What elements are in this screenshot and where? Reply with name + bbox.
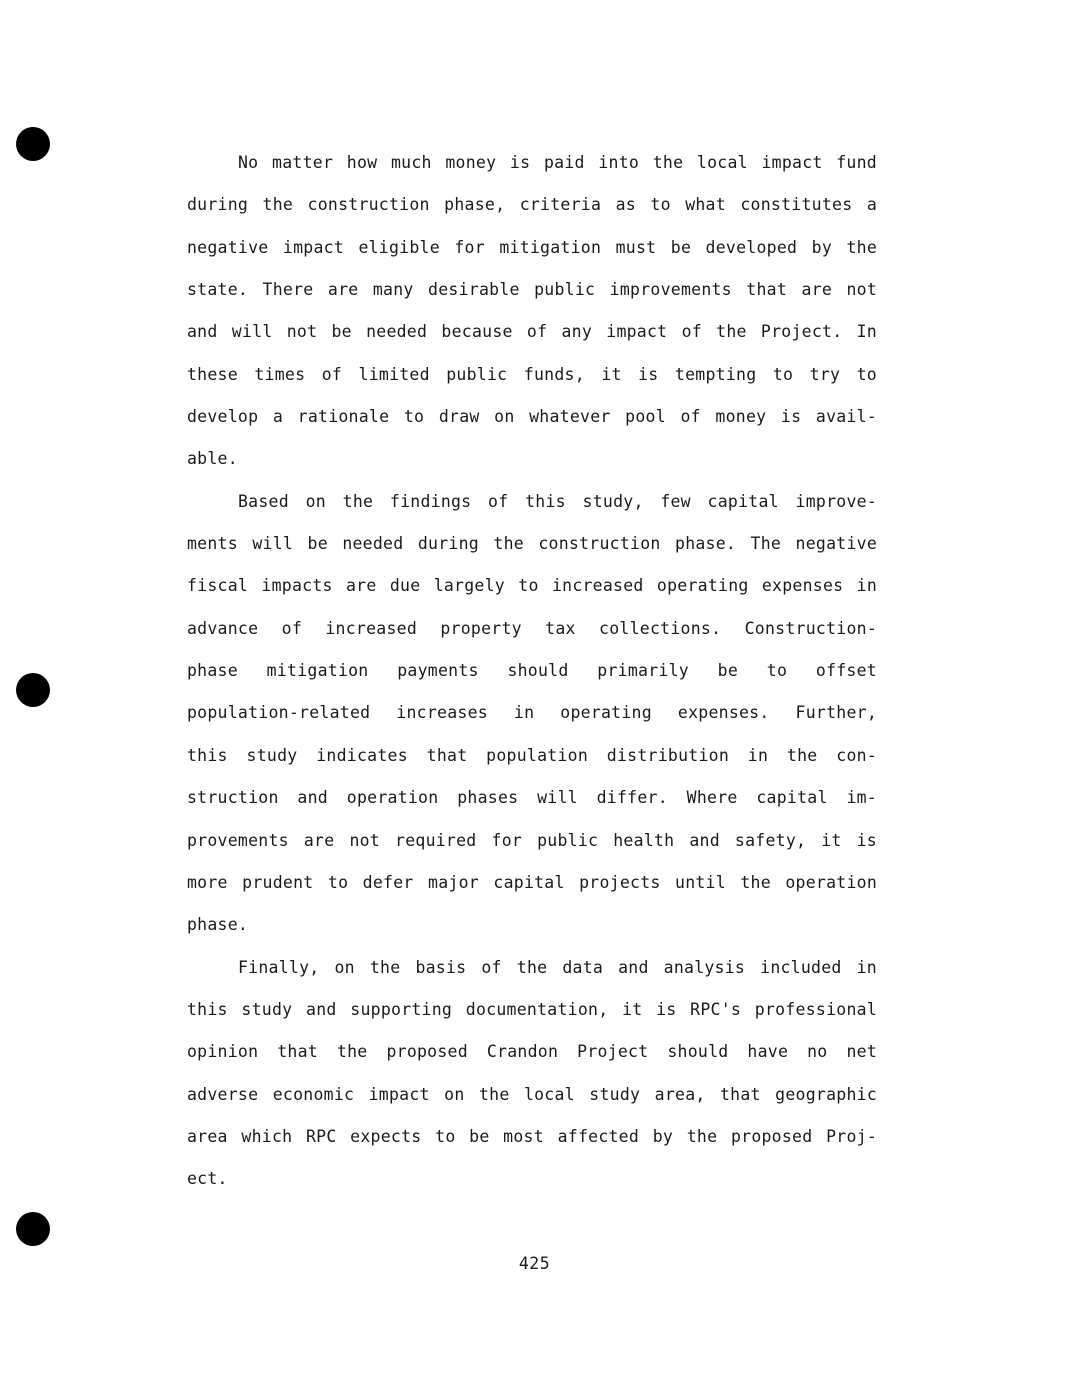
paragraph-local-impact-fund [187,142,877,481]
text-line: during the construction phase, criteria as to what constitutes a [187,195,877,215]
binder-hole-bottom [16,1212,50,1246]
page-number: 425 [518,1254,551,1273]
text-line: advance of increased property tax collections. Construction- [187,618,877,638]
text-line: area which RPC expects to be most affected by the proposed Proj- [187,1126,877,1146]
binder-hole-middle [16,673,50,707]
text-line: and will not be needed because of any impact of the Project. In [187,322,877,342]
text-line: these times of limited public funds, it is tempting to try to [187,364,877,384]
paragraph-professional-opinion [187,947,877,1201]
text-line: this study indicates that population distribution in the con- [187,745,877,765]
text-line: ect. [187,1169,228,1189]
text-line: opinion that the proposed Crandon Project should have no net [187,1042,877,1062]
paragraph-capital-improvements [187,481,877,947]
text-line: No matter how much money is paid into the local impact fund [238,153,877,172]
text-line: this study and supporting documentation, it is RPC's professional [187,999,877,1019]
text-line: population-related increases in operating expenses. Further, [187,703,877,723]
text-line: Based on the findings of this study, few capital improve- [238,491,877,511]
text-line: negative impact eligible for mitigation must be developed by the [187,237,877,257]
text-line: more prudent to defer major capital projects until the operation [187,872,877,892]
text-line: struction and operation phases will differ. Where capital im- [187,788,877,808]
body-text [187,142,877,1201]
text-line: ments will be needed during the construction phase. The negative [187,534,877,554]
text-line: able. [187,449,238,469]
text-line: Finally, on the basis of the data and analysis included in [238,957,877,977]
text-line: phase mitigation payments should primarily be to offset [187,661,877,681]
text-line: adverse economic impact on the local study area, that geographic [187,1084,877,1104]
binder-hole-top [16,127,50,161]
text-line: fiscal impacts are due largely to increased operating expenses in [187,576,877,596]
text-line: develop a rationale to draw on whatever pool of money is avail- [187,407,877,427]
text-line: state. There are many desirable public improvements that are not [187,280,877,300]
text-line: phase. [187,915,249,935]
text-line: provements are not required for public health and safety, it is [187,830,877,850]
